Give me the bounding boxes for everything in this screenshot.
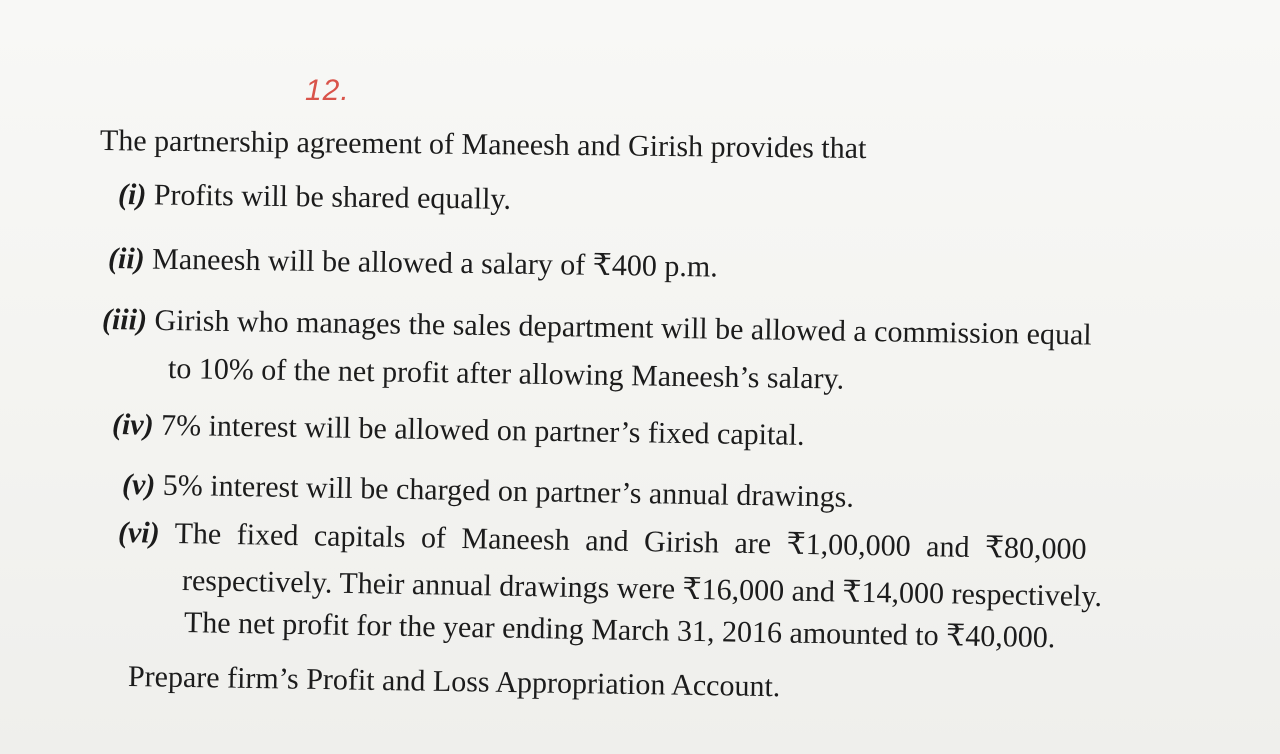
clause-label: (ii): [107, 242, 145, 276]
clause-text: 5% interest will be charged on partner’s annual drawings.: [162, 468, 855, 514]
clause-v: [122, 468, 854, 515]
clause-label: (iv): [111, 408, 154, 442]
clause-label: (v): [121, 468, 156, 502]
clause-iii-continued: to 10% of the net profit after allowing Maneesh’s salary.: [167, 352, 845, 396]
clause-text: 7% interest will be allowed on partner’s fixed capital.: [160, 408, 805, 452]
question-intro: The partnership agreement of Maneesh and Girish provides that: [99, 124, 867, 166]
clause-vi-continued-2: The net profit for the year ending March 31, 2016 amounted to ₹40,000.: [183, 606, 1056, 655]
clause-label: (i): [117, 178, 147, 212]
clause-text: Girish who manages the sales department will be allowed a commission equal: [154, 303, 1092, 352]
question-instruction: Prepare firm’s Profit and Loss Appropriation Account.: [127, 660, 781, 704]
question-number: 12.: [305, 74, 350, 107]
clause-vi: [118, 516, 1087, 567]
clause-vi-continued-1: respectively. Their annual drawings were ₹16,000 and ₹14,000 respectively.: [181, 564, 1103, 614]
clause-text: The fixed capitals of Maneesh and Girish are ₹1,00,000 and ₹80,000: [174, 516, 1087, 566]
clause-text: Profits will be shared equally.: [153, 178, 512, 216]
clause-iv: [112, 408, 805, 453]
clause-label: (vi): [117, 516, 160, 550]
clause-i: [118, 178, 511, 217]
clause-label: (iii): [101, 303, 148, 337]
clause-iii: [102, 303, 1092, 353]
clause-ii: [108, 242, 718, 285]
clause-text: Maneesh will be allowed a salary of ₹400 p.m.: [151, 242, 718, 284]
